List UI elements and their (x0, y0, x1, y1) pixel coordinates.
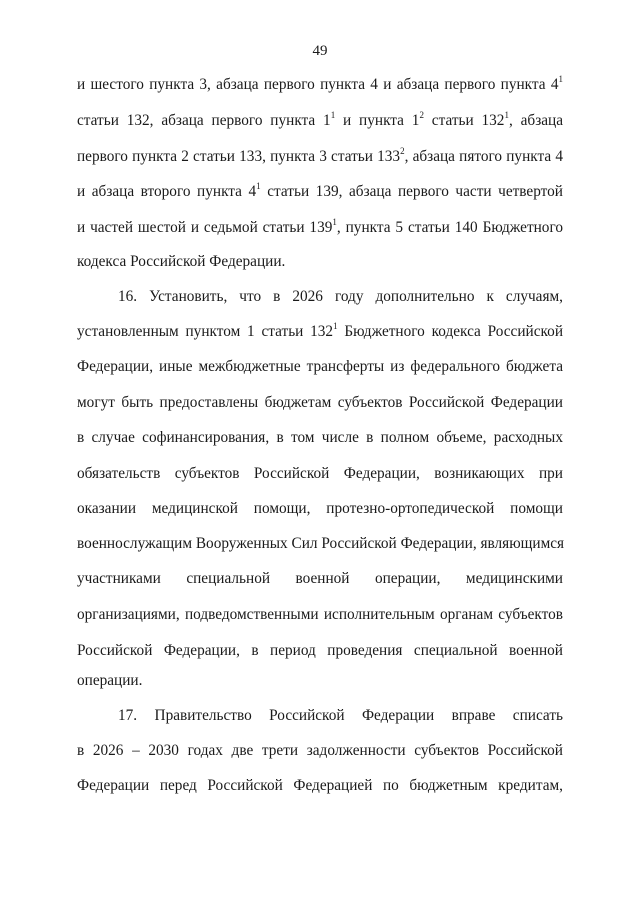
text-line (77, 499, 563, 519)
text-line (77, 322, 563, 342)
text-line (118, 287, 563, 307)
text-segment: статьи 132, абзаца первого пункта 1 (77, 112, 331, 129)
text-segment: участниками специальной военной операции, медицинскими (77, 570, 563, 587)
text-line (77, 75, 563, 95)
text-segment: 16. Установить, что в 2026 году дополнительно к случаям, (118, 288, 563, 305)
text-segment: операции. (77, 672, 143, 689)
text-segment: и шестого пункта 3, абзаца первого пункта 4 и абзаца первого пункта 4 (77, 76, 559, 93)
text-segment: военнослужащим Вооруженных Сил Российской Федерации, являющимся (77, 535, 565, 552)
superscript: 1 (558, 74, 563, 84)
text-segment: установленным пунктом 1 статьи 132 (77, 323, 334, 340)
text-segment: статьи 132 (423, 112, 505, 129)
text-segment: статьи 139, абзаца первого части четвертой (260, 183, 563, 200)
text-segment: первого пункта 2 статьи 133, пункта 3 статьи 133 (77, 148, 401, 165)
text-segment: обязательств субъектов Российской Федерации, возникающих при (77, 465, 563, 482)
text-segment: и частей шестой и седьмой статьи 139 (77, 219, 333, 236)
text-line (77, 741, 563, 761)
text-line (77, 534, 563, 554)
page-number: 49 (312, 43, 328, 59)
text-line (77, 111, 563, 131)
superscript: 1 (332, 217, 337, 227)
superscript: 2 (419, 110, 424, 120)
text-line (77, 182, 563, 202)
text-line (77, 357, 563, 377)
superscript: 1 (333, 321, 338, 331)
text-segment: организациями, подведомственными исполнительным органам субъектов (77, 606, 563, 623)
text-segment: в 2026 – 2030 годах две трети задолженности субъектов Российской (77, 742, 563, 759)
text-line (77, 218, 563, 238)
text-line (77, 605, 563, 625)
text-segment: Федерации, иные межбюджетные трансферты из федерального бюджета (77, 358, 563, 375)
text-segment: оказании медицинской помощи, протезно-ортопедической помощи (77, 500, 563, 517)
superscript: 1 (256, 181, 261, 191)
text-segment: и абзаца второго пункта 4 (77, 183, 257, 200)
text-line (77, 428, 563, 448)
text-segment: кодекса Российской Федерации. (77, 253, 286, 270)
text-segment: , абзаца пятого пункта 4 (404, 148, 563, 165)
text-line (77, 569, 563, 589)
text-segment: , абзаца (508, 112, 564, 129)
text-line (118, 706, 563, 726)
text-line (77, 464, 563, 484)
text-segment: , пункта 5 статьи 140 Бюджетного (336, 219, 563, 236)
text-line (77, 147, 563, 167)
superscript: 2 (400, 146, 405, 156)
superscript: 1 (504, 110, 509, 120)
text-segment: могут быть предоставлены бюджетам субъектов Российской Федерации (77, 394, 563, 411)
text-line (77, 671, 563, 691)
text-line (77, 641, 563, 661)
text-segment: и пункта 1 (335, 112, 420, 129)
text-segment: в случае софинансирования, в том числе в полном объеме, расходных (77, 429, 563, 446)
text-line (77, 252, 563, 272)
text-segment: 17. Правительство Российской Федерации вправе списать (118, 707, 563, 724)
text-line (77, 393, 563, 413)
text-segment: Российской Федерации, в период проведения специальной военной (77, 642, 563, 659)
text-segment: Бюджетного кодекса Российской (337, 323, 563, 340)
superscript: 1 (330, 110, 336, 120)
text-segment: Федерации перед Российской Федерацией по бюджетным кредитам, (77, 777, 563, 794)
text-line (77, 776, 563, 796)
